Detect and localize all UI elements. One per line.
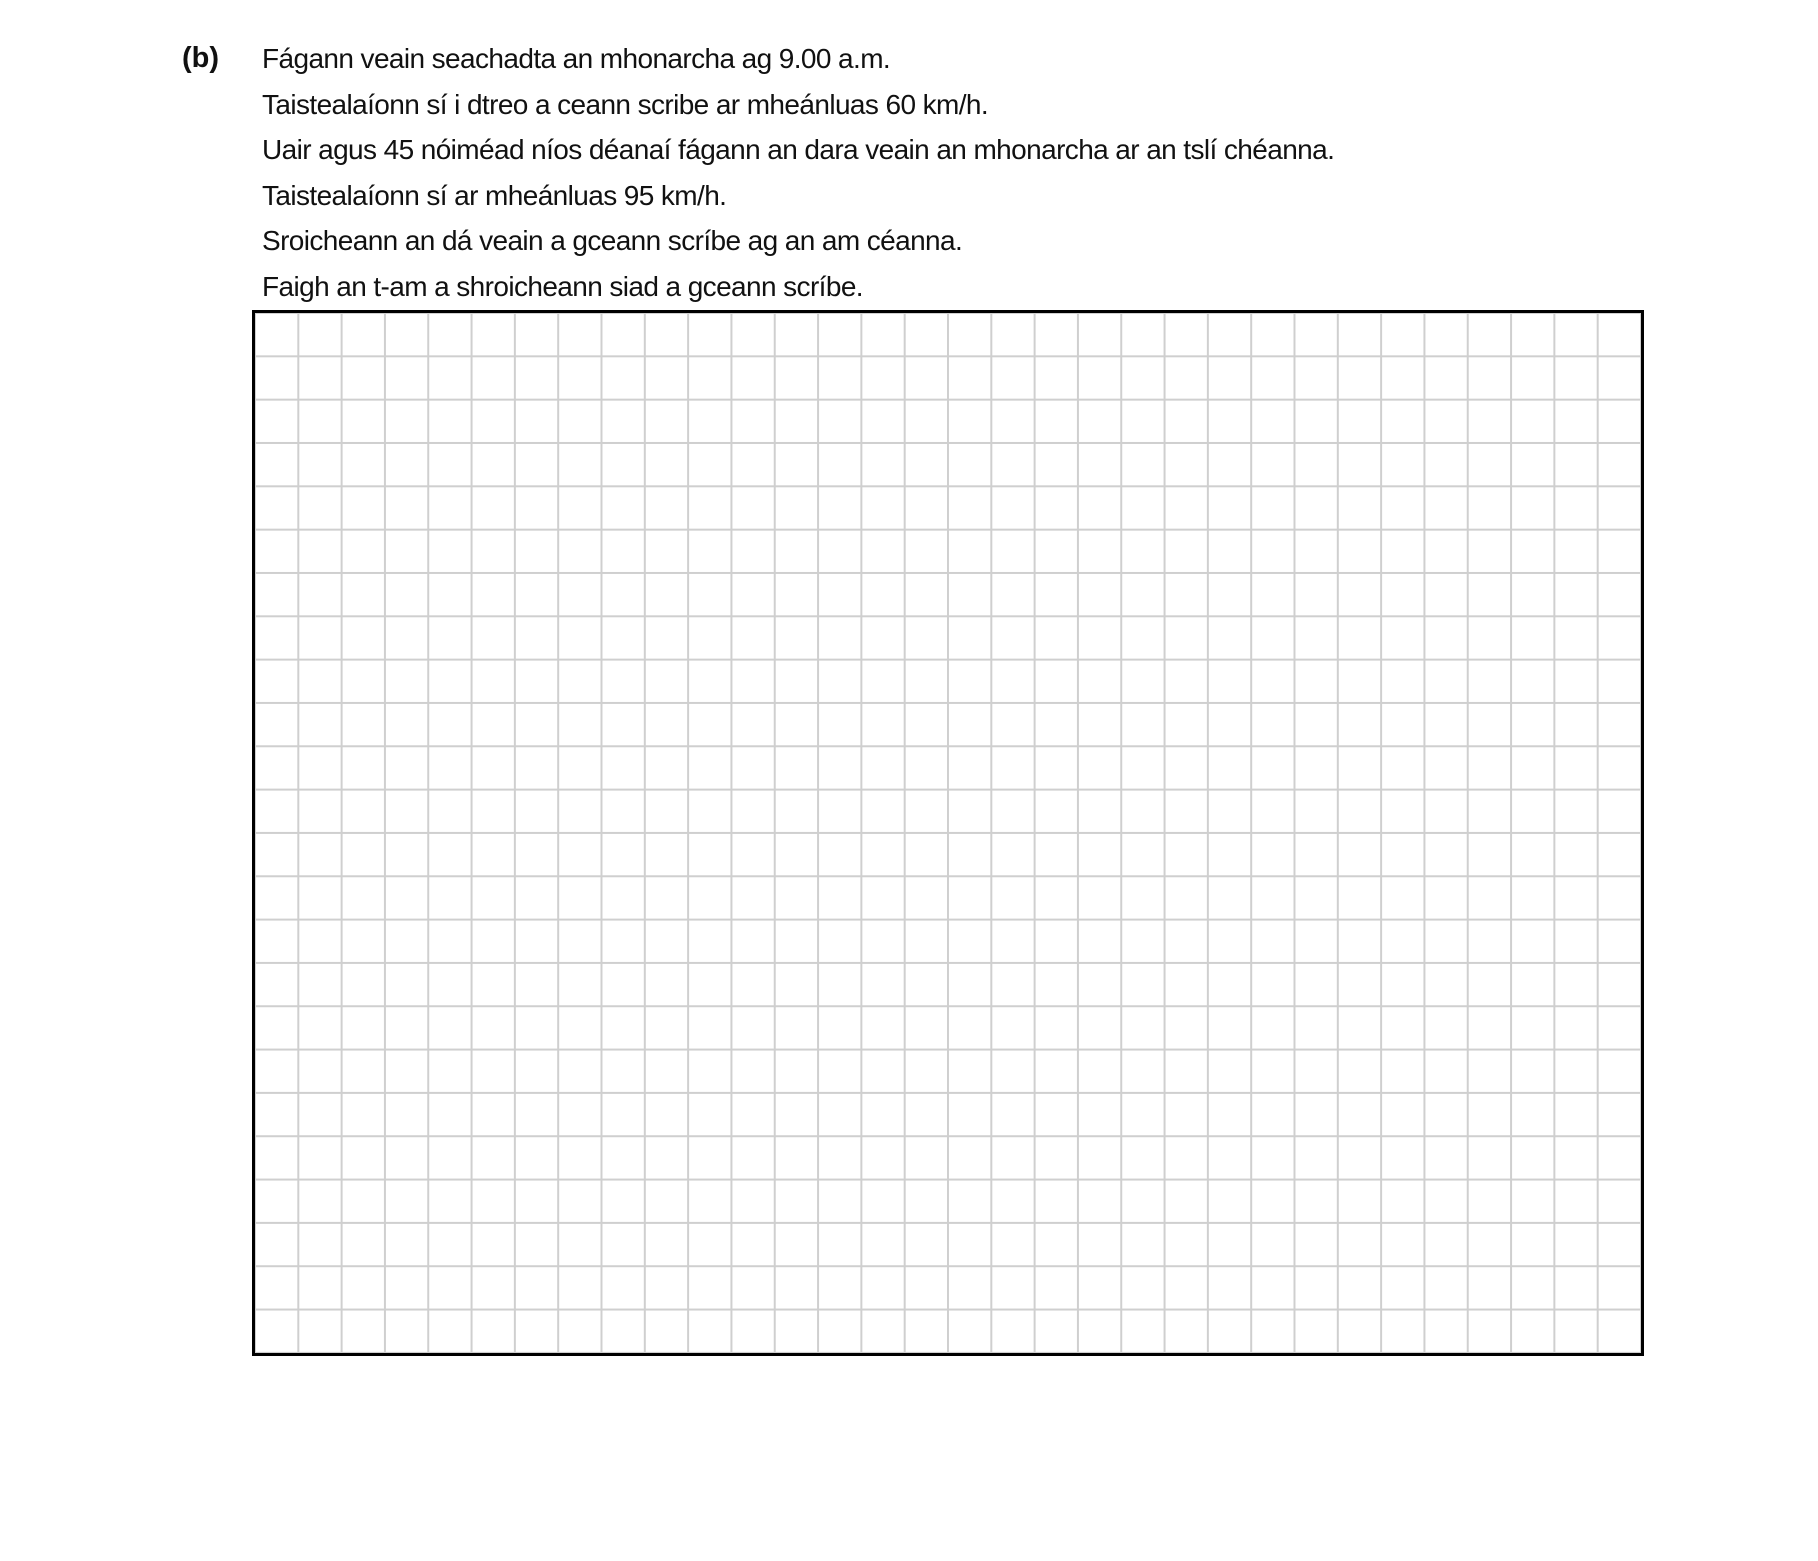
part-label: (b) (182, 42, 220, 74)
question-line: Sroicheann an dá veain a gceann scríbe ag an am céanna. (262, 225, 963, 256)
question-line: Taistealaíonn sí i dtreo a ceann scribe ar mheánluas 60 km/h. (262, 88, 989, 120)
question-line: Fágann veain seachadta an mhonarcha ag 9.00 a.m. (262, 43, 891, 74)
question-line: Faigh an t-am a shroicheann siad a gceann scríbe. (262, 270, 863, 302)
answer-grid[interactable] (252, 310, 1644, 1356)
question-line: Taistealaíonn sí ar mheánluas 95 km/h. (262, 179, 727, 211)
question-text (262, 36, 1334, 309)
question-line: Uair agus 45 nóiméad níos déanaí fágann an dara veain an mhonarcha ar an tslí chéanna. (262, 134, 1335, 165)
